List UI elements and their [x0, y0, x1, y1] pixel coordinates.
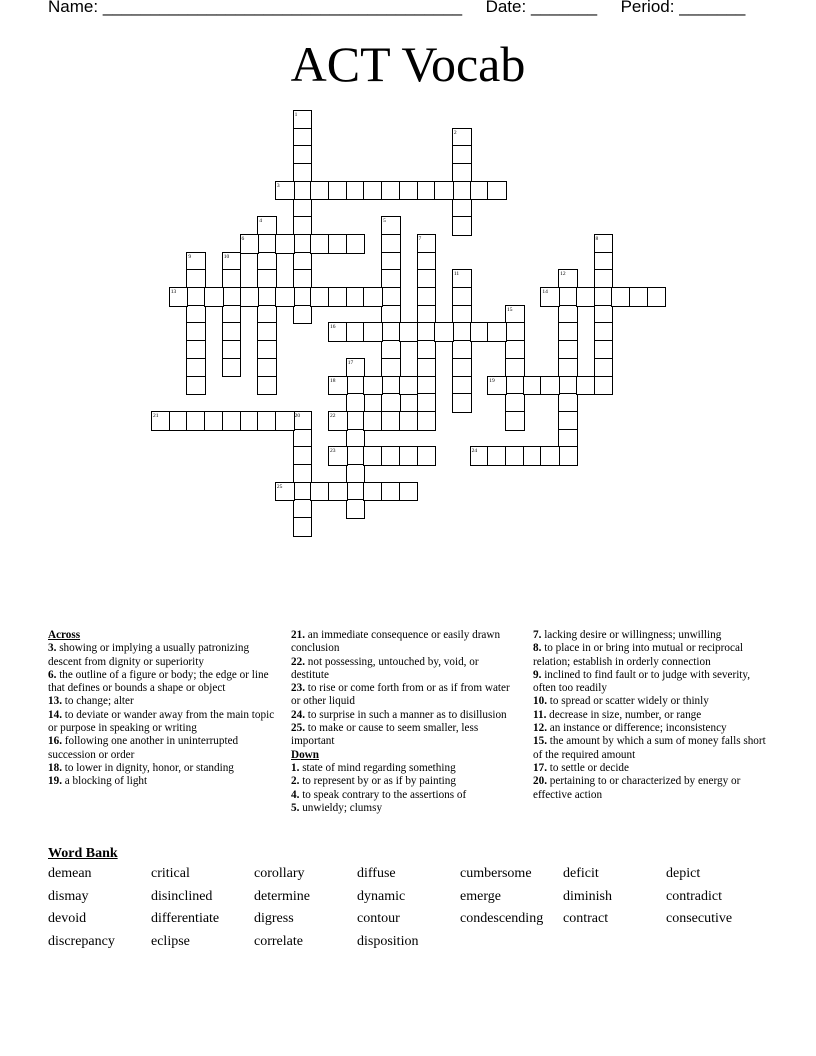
clue-text: following one another in uninterrupted succession or order — [48, 735, 239, 761]
word-bank-item: deficit — [563, 866, 599, 881]
clue-number-label: 2 — [453, 129, 457, 136]
crossword-cell[interactable] — [275, 287, 295, 307]
clue-text: to rise or come forth from or as if from water or other liquid — [291, 682, 510, 708]
clue-number-label: 22 — [330, 412, 336, 419]
word-bank-item: disposition — [357, 933, 419, 949]
clue-across-16 — [48, 735, 280, 762]
clue-number-label: 4 — [259, 218, 262, 225]
crossword-cell[interactable] — [257, 376, 277, 396]
crossword-cell[interactable] — [346, 234, 366, 254]
crossword-cell[interactable] — [363, 322, 383, 342]
name-field[interactable]: ______________________________________ — [102, 0, 463, 16]
clue-text: decrease in size, number, or range — [549, 708, 702, 721]
clue-number: 6. — [48, 668, 57, 681]
clue-number-label: 12 — [560, 271, 566, 278]
name-label: Name: — [48, 0, 99, 16]
clue-across-13 — [48, 695, 280, 708]
clue-number-label: 25 — [276, 483, 283, 490]
crossword-cell[interactable] — [275, 234, 295, 254]
crossword-cell[interactable] — [293, 517, 313, 537]
crossword-cell[interactable] — [434, 322, 454, 342]
date-label: Date: — [485, 0, 527, 16]
crossword-cell[interactable] — [540, 376, 560, 396]
clue-text: a blocking of light — [64, 775, 148, 788]
word-bank-item: consecutive — [666, 911, 733, 926]
clue-number-label: 14 — [542, 289, 548, 295]
across-heading: Across — [48, 629, 81, 641]
crossword-cell[interactable] — [275, 181, 295, 201]
clue-text: to spread or scatter widely or thinly — [549, 695, 709, 708]
word-bank-item: correlate — [254, 933, 303, 949]
crossword-cell[interactable] — [487, 181, 507, 201]
clue-across-3 — [48, 642, 280, 669]
clue-text: to change; alter — [64, 695, 134, 708]
clues-column-2 — [291, 629, 515, 815]
clue-down-7 — [533, 629, 769, 642]
clue-number-label: 13 — [170, 289, 177, 295]
clue-across-22 — [291, 656, 515, 683]
crossword-cell[interactable] — [487, 376, 507, 396]
word-bank-item: contour — [357, 911, 400, 926]
period-field[interactable]: _______ — [679, 0, 746, 16]
clue-number: 23. — [291, 682, 305, 695]
crossword-cell[interactable] — [540, 446, 560, 466]
word-bank-item: condescending — [460, 911, 544, 926]
clue-text: unwieldy; clumsy — [302, 801, 383, 814]
clue-number: 17. — [533, 761, 547, 774]
crossword-cell[interactable] — [399, 411, 419, 431]
clue-number: 24. — [291, 708, 305, 721]
clue-text: to represent by or as if by painting — [302, 775, 456, 788]
down-heading: Down — [291, 748, 319, 761]
clue-number: 20. — [533, 775, 547, 788]
clue-number: 22. — [291, 655, 305, 668]
clue-number-label: 3 — [276, 182, 280, 189]
clue-number: 8. — [533, 642, 542, 655]
period-label: Period: — [620, 0, 675, 16]
crossword-cell[interactable] — [293, 305, 313, 325]
word-bank-item: devoid — [48, 911, 87, 926]
date-field[interactable]: _______ — [530, 0, 598, 16]
clue-number-label: 10 — [223, 253, 230, 260]
crossword-cell[interactable] — [487, 322, 507, 342]
clue-text: not possessing, untouched by, void, or destitute — [291, 655, 479, 681]
crossword-cell[interactable] — [452, 393, 472, 413]
clue-down-1 — [291, 762, 515, 775]
clue-across-18 — [48, 762, 280, 775]
clue-text: to make or cause to seem smaller, less important — [291, 722, 479, 748]
clue-across-23 — [291, 682, 515, 709]
crossword-cell[interactable] — [169, 287, 189, 307]
clues-column-3 — [533, 629, 769, 802]
crossword-cell[interactable] — [558, 446, 578, 466]
word-bank-item: dismay — [48, 888, 89, 904]
clue-number: 16. — [48, 735, 62, 748]
word-bank-item: digress — [254, 911, 294, 926]
crossword-cell[interactable] — [328, 411, 348, 431]
crossword-cell[interactable] — [399, 322, 419, 342]
crossword-cell[interactable] — [576, 376, 596, 396]
crossword-cell[interactable] — [540, 287, 560, 307]
crossword-cell[interactable] — [417, 446, 437, 466]
word-bank-item: emerge — [460, 888, 501, 904]
clue-number-label: 17 — [347, 359, 354, 366]
clue-text: an instance or difference; inconsistency — [549, 722, 727, 735]
clue-text: lacking desire or willingness; unwilling — [544, 629, 722, 641]
clue-down-20 — [533, 775, 769, 802]
clue-down-8 — [533, 642, 769, 669]
clue-text: pertaining to or characterized by energy or effective action — [533, 775, 741, 801]
crossword-cell[interactable] — [328, 446, 348, 466]
clue-number-label: 1 — [294, 112, 298, 118]
clue-down-4 — [291, 789, 515, 802]
word-bank-item: diminish — [563, 888, 613, 904]
crossword-cell[interactable] — [240, 234, 260, 254]
clue-number: 19. — [48, 775, 62, 788]
word-bank-item: corollary — [254, 866, 305, 881]
clue-text: showing or implying a usually patronizing descent from dignity or superiority — [48, 642, 250, 668]
clue-number: 12. — [533, 722, 547, 735]
crossword-cell[interactable] — [275, 482, 295, 502]
clue-text: to settle or decide — [549, 761, 629, 774]
clue-number-label: 9 — [188, 253, 192, 260]
word-bank-item: demean — [48, 866, 92, 881]
word-bank-title: Word Bank — [48, 846, 118, 861]
crossword-cell[interactable] — [363, 376, 383, 396]
crossword-cell[interactable] — [594, 376, 614, 396]
clue-down-2 — [291, 775, 515, 788]
word-bank-item: depict — [666, 866, 701, 881]
page-title: ACT Vocab — [290, 36, 526, 92]
word-bank-item: diffuse — [357, 866, 396, 881]
clue-down-17 — [533, 762, 769, 775]
clue-number: 18. — [48, 761, 62, 774]
clue-down-9 — [533, 669, 769, 696]
clue-number: 5. — [291, 801, 300, 814]
crossword-cell[interactable] — [417, 411, 437, 431]
crossword-cell[interactable] — [647, 287, 667, 307]
clue-text: an immediate consequence or easily drawn conclusion — [291, 629, 501, 655]
crossword-cell[interactable] — [204, 287, 224, 307]
crossword-cell[interactable] — [452, 216, 472, 236]
clue-number-label: 11 — [453, 271, 460, 278]
crossword-cell[interactable] — [275, 411, 295, 431]
word-bank-item: determine — [254, 888, 310, 904]
clue-text: to lower in dignity, honor, or standing — [64, 761, 234, 774]
clue-across-19 — [48, 775, 280, 788]
clue-text: to place in or bring into mutual or reciprocal relation; establish in orderly connection — [533, 642, 744, 668]
word-bank-item: differentiate — [151, 911, 220, 926]
clue-number-label: 8 — [595, 235, 599, 242]
clue-number: 7. — [533, 629, 542, 641]
crossword-cell[interactable] — [363, 287, 383, 307]
clue-number-label: 24 — [471, 448, 478, 455]
word-bank-item: cumbersome — [460, 866, 532, 881]
clue-number: 25. — [291, 722, 305, 735]
clue-down-12 — [533, 722, 769, 735]
clue-number: 21. — [291, 629, 305, 641]
clue-number: 2. — [291, 775, 300, 788]
clue-number: 13. — [48, 695, 62, 708]
clue-text: the outline of a figure or body; the edge or line that defines or bounds a shape or object — [48, 668, 269, 695]
clue-text: to deviate or wander away from the main topic or purpose in speaking or writing — [48, 708, 275, 735]
clue-number-label: 7 — [418, 235, 422, 242]
clue-number-label: 15 — [507, 306, 513, 313]
header-line — [48, 0, 808, 17]
word-bank-item: eclipse — [151, 933, 190, 949]
clue-text: the amount by which a sum of money falls short of the required amount — [533, 735, 766, 761]
clue-number-label: 20 — [294, 412, 301, 419]
word-bank-item: dynamic — [357, 888, 406, 904]
clue-across-14 — [48, 709, 280, 736]
crossword-cell[interactable] — [505, 411, 525, 431]
clue-number-label: 18 — [330, 377, 336, 384]
clue-number: 11. — [533, 708, 547, 721]
crossword-cell[interactable] — [434, 181, 454, 201]
clue-text: to speak contrary to the assertions of — [302, 788, 467, 801]
word-bank-item: contract — [563, 911, 609, 926]
clue-down-15 — [533, 735, 769, 762]
clue-number: 15. — [533, 735, 547, 748]
clue-number: 3. — [48, 642, 57, 655]
clue-down-10 — [533, 695, 769, 708]
clues-column-1 — [48, 629, 280, 789]
word-bank-item: critical — [151, 866, 190, 881]
crossword-cell[interactable] — [186, 376, 206, 396]
crossword-cell[interactable] — [328, 376, 348, 396]
clue-across-21 — [291, 629, 515, 656]
clue-down-11 — [533, 709, 769, 722]
clue-number: 14. — [48, 708, 62, 721]
crossword-cell[interactable] — [399, 376, 419, 396]
clue-number: 1. — [291, 761, 300, 774]
clue-text: to surprise in such a manner as to disillusion — [307, 708, 507, 721]
word-bank-item: contradict — [666, 888, 722, 904]
clue-down-5 — [291, 802, 515, 815]
clue-across-24 — [291, 709, 515, 722]
clue-number-label: 19 — [489, 377, 495, 384]
crossword-cell[interactable] — [576, 287, 596, 307]
clue-number-label: 5 — [383, 218, 386, 225]
clue-number-label: 21 — [153, 412, 159, 419]
clue-text: state of mind regarding something — [302, 761, 456, 774]
crossword-cell[interactable] — [328, 482, 348, 502]
word-bank-item: discrepancy — [48, 933, 115, 949]
crossword-cell[interactable] — [240, 287, 260, 307]
clue-number: 9. — [533, 668, 542, 681]
clue-across-25 — [291, 722, 515, 749]
clue-number: 10. — [533, 695, 547, 708]
clue-number: 4. — [291, 788, 300, 801]
crossword-cell[interactable] — [399, 482, 419, 502]
clue-number-label: 6 — [241, 235, 245, 242]
crossword-cell[interactable] — [222, 358, 242, 378]
clue-number-label: 16 — [330, 324, 336, 331]
clue-across-6 — [48, 669, 280, 696]
clue-text: inclined to find fault or to judge with severity, often too readily — [533, 668, 751, 695]
word-bank-item: disinclined — [151, 888, 213, 904]
clue-number-label: 23 — [330, 448, 336, 455]
crossword-cell[interactable] — [346, 499, 366, 519]
